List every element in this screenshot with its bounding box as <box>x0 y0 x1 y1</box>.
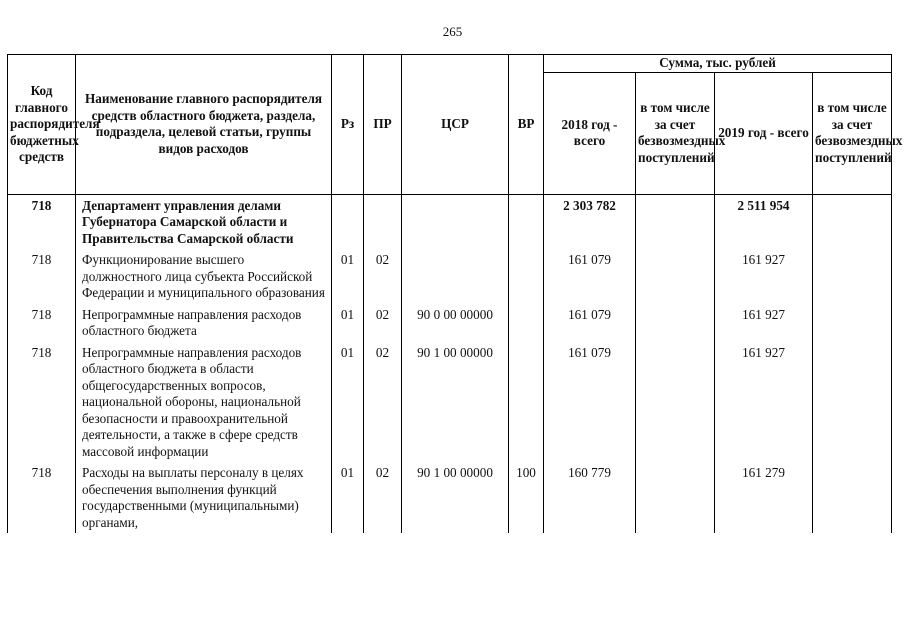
cell-code: 718 <box>8 249 76 304</box>
cell-name: Функционирование высшего должностного лица субъекта Российской Федерации и муниципального образования <box>76 249 332 304</box>
cell-2018-total: 161 079 <box>544 249 636 304</box>
header-pr: ПР <box>364 55 402 195</box>
cell-csr <box>402 249 509 304</box>
cell-code: 718 <box>8 304 76 342</box>
cell-rz: 01 <box>332 342 364 463</box>
cell-vr <box>509 304 544 342</box>
cell-2019-total: 161 927 <box>715 249 813 304</box>
cell-csr <box>402 194 509 249</box>
header-2018-total: 2018 год - всего <box>544 72 636 194</box>
cell-2018-free <box>636 304 715 342</box>
cell-pr: 02 <box>364 249 402 304</box>
cell-vr <box>509 249 544 304</box>
header-name: Наименование главного распорядителя средств областного бюджета, раздела, подраздела, целевой статьи, группы видов расходов <box>76 55 332 195</box>
cell-2019-total: 161 927 <box>715 304 813 342</box>
cell-code: 718 <box>8 342 76 463</box>
header-2019-total: 2019 год - всего <box>715 72 813 194</box>
cell-rz: 01 <box>332 249 364 304</box>
cell-rz: 01 <box>332 304 364 342</box>
header-2018-free: в том числе за счет безвозмездных поступлений <box>636 72 715 194</box>
cell-vr <box>509 194 544 249</box>
header-csr: ЦСР <box>402 55 509 195</box>
cell-name: Непрограммные направления расходов областного бюджета в области общегосударственных вопросов, национальной обороны, национальной безопасности и правоохранительной деятельности, а также в сфере средств массовой информации <box>76 342 332 463</box>
header-vr: ВР <box>509 55 544 195</box>
header-sum: Сумма, тыс. рублей <box>544 55 892 73</box>
cell-pr: 02 <box>364 304 402 342</box>
cell-2018-free <box>636 342 715 463</box>
cell-rz: 01 <box>332 462 364 533</box>
header-rz: Рз <box>332 55 364 195</box>
cell-vr <box>509 342 544 463</box>
cell-2019-total: 2 511 954 <box>715 194 813 249</box>
cell-2018-total: 160 779 <box>544 462 636 533</box>
cell-2019-total: 161 279 <box>715 462 813 533</box>
cell-pr <box>364 194 402 249</box>
cell-2018-total: 161 079 <box>544 304 636 342</box>
cell-code: 718 <box>8 194 76 249</box>
header-code: Код главного распорядителя бюджетных средств <box>8 55 76 195</box>
table-row <box>8 304 892 342</box>
cell-2019-free <box>813 194 892 249</box>
cell-2019-free <box>813 342 892 463</box>
cell-csr: 90 1 00 00000 <box>402 462 509 533</box>
cell-2019-total: 161 927 <box>715 342 813 463</box>
cell-2019-free <box>813 462 892 533</box>
budget-table <box>7 54 903 533</box>
cell-2018-free <box>636 462 715 533</box>
cell-code: 718 <box>8 462 76 533</box>
table-body <box>8 194 892 533</box>
table-row <box>8 342 892 463</box>
table-row <box>8 462 892 533</box>
cell-2018-total: 2 303 782 <box>544 194 636 249</box>
cell-vr: 100 <box>509 462 544 533</box>
cell-2018-free <box>636 249 715 304</box>
header-2019-free: в том числе за счет безвозмездных поступлений <box>813 72 892 194</box>
cell-2019-free <box>813 304 892 342</box>
table-row <box>8 249 892 304</box>
cell-2018-free <box>636 194 715 249</box>
page-number: 265 <box>442 24 463 39</box>
cell-rz <box>332 194 364 249</box>
table-header <box>8 55 903 195</box>
cell-csr: 90 1 00 00000 <box>402 342 509 463</box>
cell-csr: 90 0 00 00000 <box>402 304 509 342</box>
cell-name: Непрограммные направления расходов областного бюджета <box>76 304 332 342</box>
cell-name: Департамент управления делами Губернатора Самарской области и Правительства Самарской области <box>76 194 332 249</box>
table-row <box>8 194 892 249</box>
cell-pr: 02 <box>364 342 402 463</box>
cell-name: Расходы на выплаты персоналу в целях обеспечения выполнения функций государственными (муниципальными) органами, <box>76 462 332 533</box>
cell-pr: 02 <box>364 462 402 533</box>
cell-2019-free <box>813 249 892 304</box>
cell-2018-total: 161 079 <box>544 342 636 463</box>
